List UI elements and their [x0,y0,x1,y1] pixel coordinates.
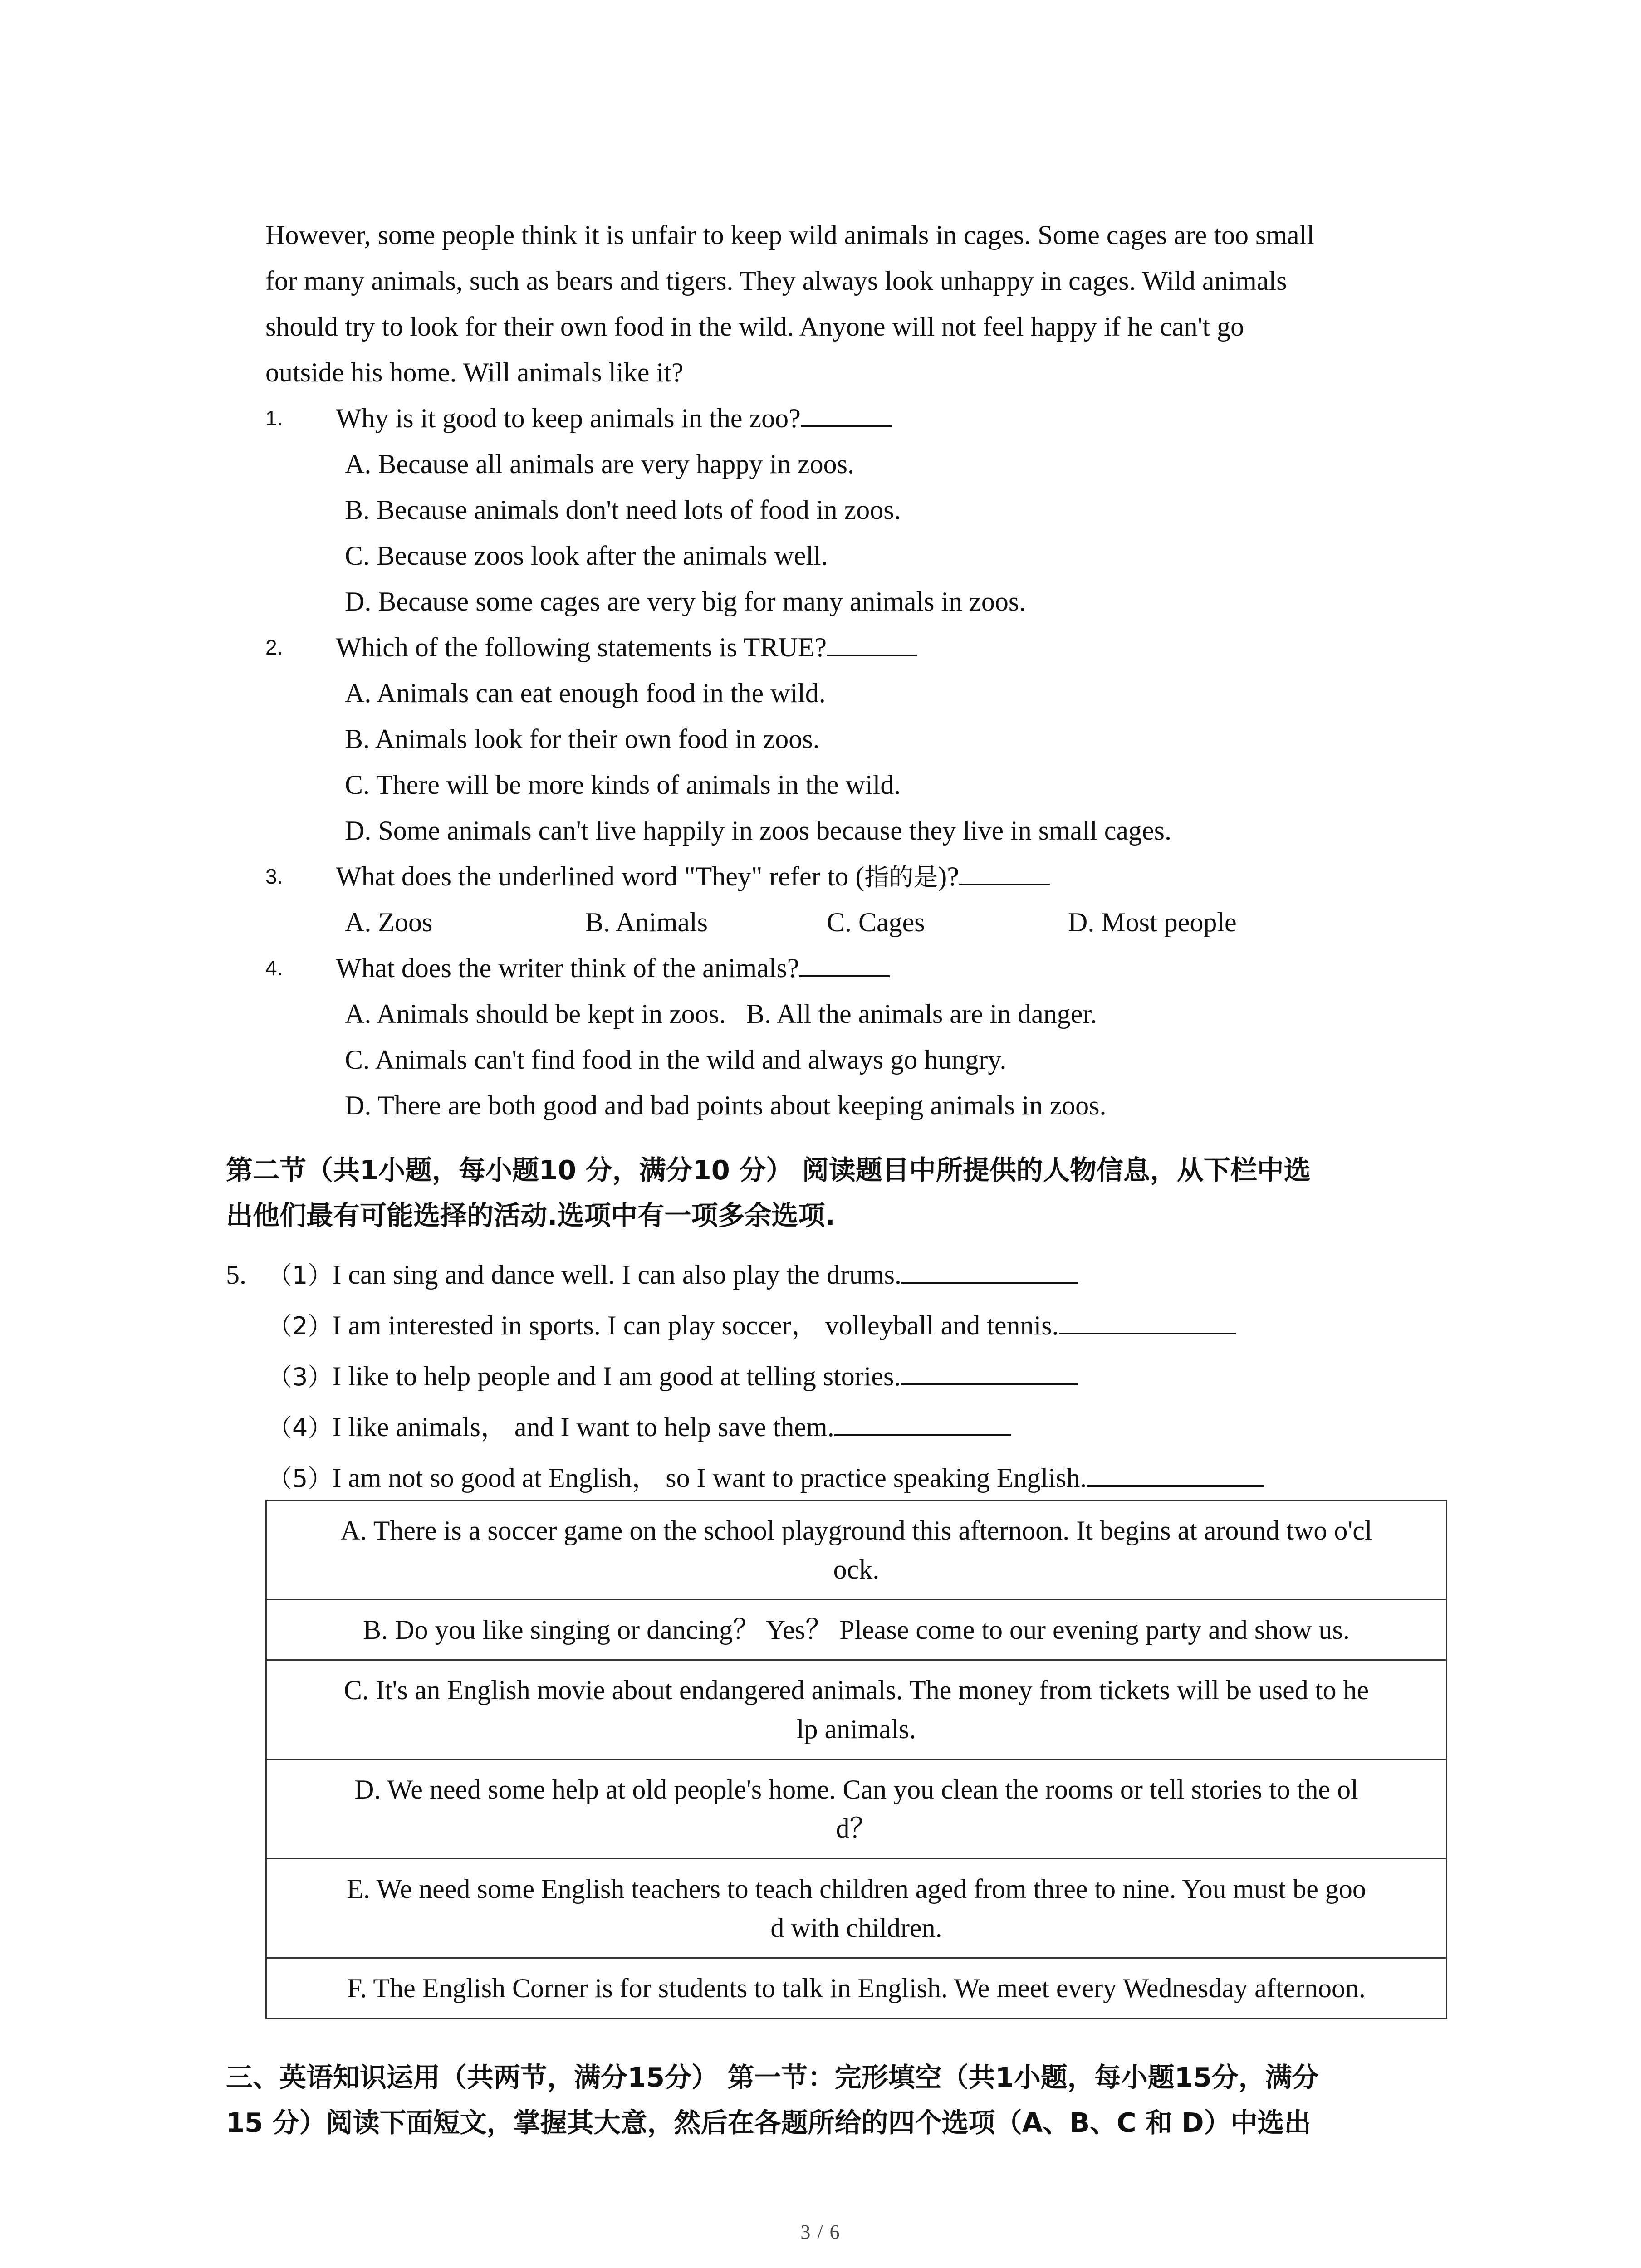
passage-line: outside his home. Will animals like it? [265,357,684,387]
table-cell: F. The English Corner is for students to talk in English. We meet every Wednesday afternoon. [266,1958,1447,2019]
table-row [266,1501,1447,1600]
table-cell: E. We need some English teachers to teach children aged from three to nine. You must be goo d with children. [266,1859,1447,1958]
option-d: D. Because some cages are very big for many animals in zoos. [345,587,1026,616]
option-b: B. Animals look for their own food in zoos. [345,724,820,754]
option-c: C. There will be more kinds of animals in the wild. [345,770,901,800]
passage-line: for many animals, such as bears and tigers. They always look unhappy in cages. Wild animals [265,266,1287,296]
option-d: D. There are both good and bad points about keeping animals in zoos. [345,1090,1107,1120]
q5-item-5: （5）I am not so good at English， so I want to practice speaking English. [268,1452,1264,1504]
answer-blank [827,631,917,656]
table-cell: A. There is a soccer game on the school playground this afternoon. It begins at around two o'cl ock. [266,1501,1447,1600]
question-number: 3. [265,865,283,888]
option-d: D. Some animals can't live happily in zoos because they live in small cages. [345,816,1172,846]
answer-blank [959,860,1050,885]
question-text: Why is it good to keep animals in the zoo? [336,396,892,441]
option-a: A. Animals can eat enough food in the wild. [345,678,826,708]
table-row [266,1660,1447,1760]
table-row [266,1859,1447,1958]
section-2-heading: 第二节（共1小题，每小题10 分，满分10 分） 阅读题目中所提供的人物信息，从下栏中选 出他们最有可能选择的活动.选项中有一项多余选项. [226,1154,1311,1231]
q5-item-1: （1）I can sing and dance well. I can also play the drums. [268,1249,1078,1301]
answer-blank [834,1411,1011,1436]
question-text: Which of the following statements is TRUE? [336,625,917,670]
table-row [266,1760,1447,1859]
option-c: C. Because zoos look after the animals well. [345,541,828,571]
option-c: C. Cages [827,907,925,937]
question-number: 2. [265,635,283,659]
question-text: What does the underlined word "They" refer to (指的是)? [336,854,1050,900]
q5-item-3: （3）I like to help people and I am good at telling stories. [268,1351,1078,1403]
section-3-heading: 三、英语知识运用（共两节，满分15分） 第一节：完形填空（共1小题，每小题15分，满分 15 分）阅读下面短文，掌握其大意，然后在各题所给的四个选项（A、B、C 和 D）中选出 [226,2062,1319,2138]
table-cell: D. We need some help at old people's home. Can you clean the rooms or tell stories to the ol d？ [266,1760,1447,1859]
answer-blank [799,952,890,977]
page-number: 3 / 6 [800,2221,841,2243]
question-text: What does the writer think of the animals? [336,945,890,991]
option-a-b: A. Animals should be kept in zoos. B. All the animals are in danger. [345,999,1097,1029]
option-a: A. Because all animals are very happy in zoos. [345,449,854,479]
answer-blank [1087,1461,1264,1487]
question-number: 4. [265,956,283,980]
option-c: C. Animals can't find food in the wild and always go hungry. [345,1045,1007,1075]
table-row [266,1600,1447,1660]
answer-blank [901,1360,1078,1385]
activity-options-table [265,1500,1447,2019]
q5-item-4: （4）I like animals， and I want to help save them. [268,1402,1011,1453]
table-cell: B. Do you like singing or dancing？ Yes？ Please come to our evening party and show us. [266,1600,1447,1660]
question-number: 1. [265,406,283,430]
question-5-number: 5. [226,1260,246,1290]
passage-line: should try to look for their own food in the wild. Anyone will not feel happy if he can't go [265,312,1244,342]
passage-line: However, some people think it is unfair to keep wild animals in cages. Some cages are too small [265,220,1314,250]
q5-item-2: （2）I am interested in sports. I can play soccer， volleyball and tennis. [268,1300,1236,1352]
option-d: D. Most people [1068,907,1237,937]
answer-blank [801,402,892,427]
table-row [266,1958,1447,2019]
option-a: A. Zoos [345,907,433,937]
answer-blank [1059,1309,1236,1334]
reading-passage [265,212,1463,396]
table-cell: C. It's an English movie about endangered animals. The money from tickets will be used to he lp animals. [266,1660,1447,1760]
answer-blank [901,1258,1078,1284]
option-b: B. Animals [585,907,708,937]
option-b: B. Because animals don't need lots of food in zoos. [345,495,901,525]
